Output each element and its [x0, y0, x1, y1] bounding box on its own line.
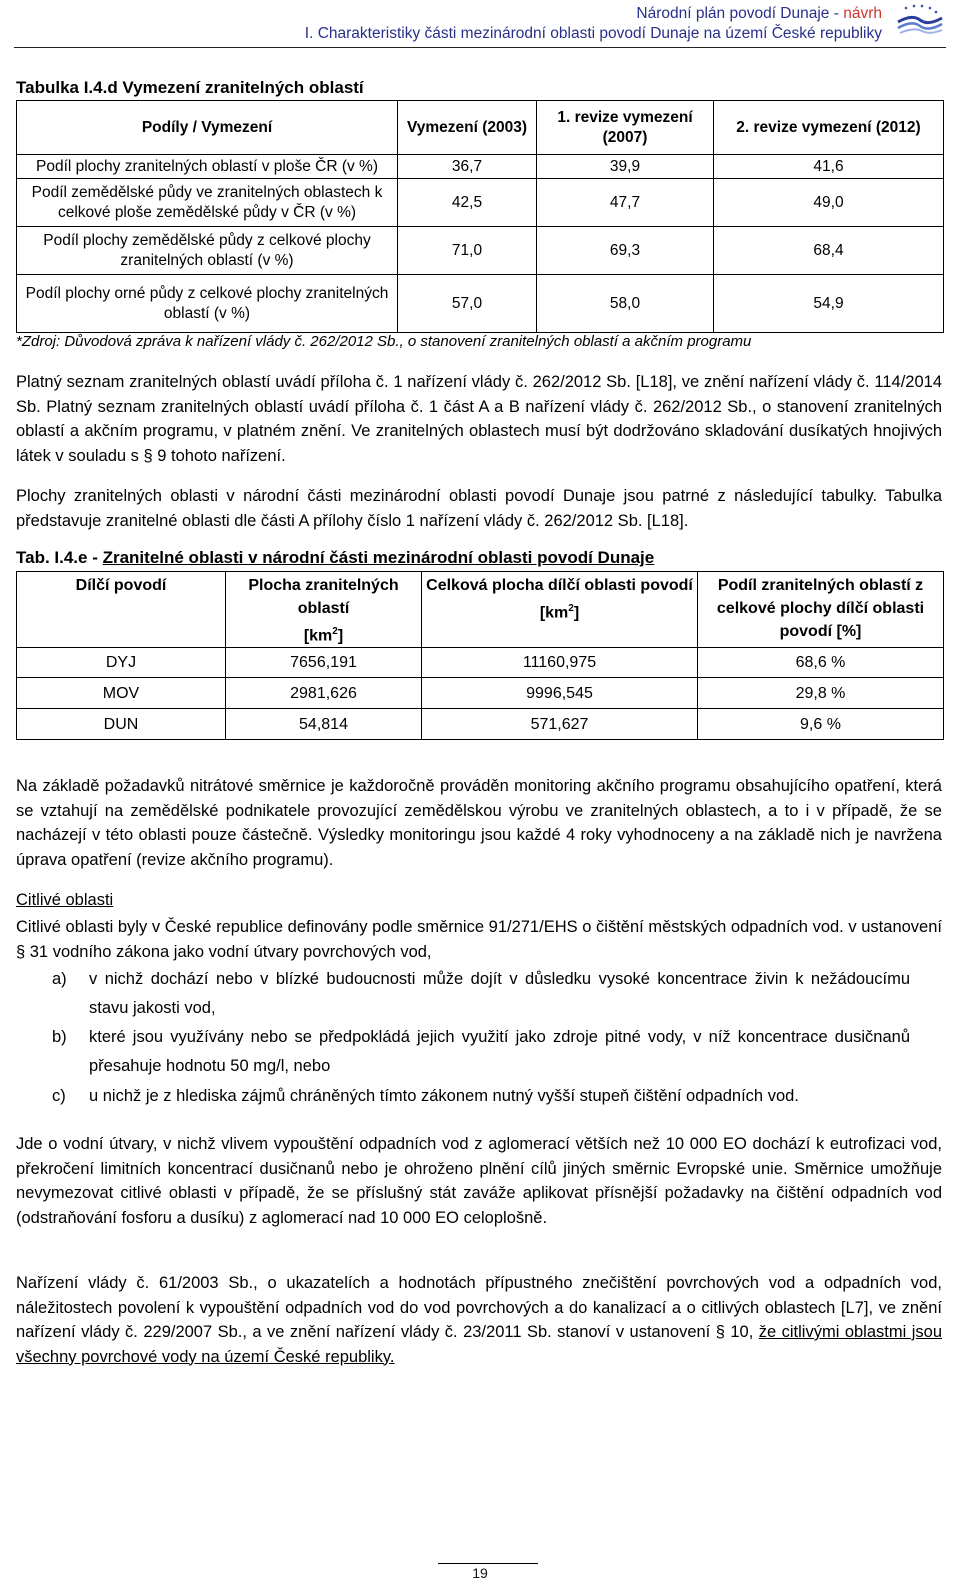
- table1-title: Tabulka I.4.d Vymezení zranitelných oblastí: [16, 78, 364, 97]
- table2-header-cell: Plocha zranitelných oblastí $[km^2]$: [226, 572, 422, 648]
- header-divider: [14, 47, 946, 48]
- table-row: MOV 2981,626 9996,545 29,8 %: [17, 678, 944, 709]
- table-zranitelne-oblasti: [16, 571, 944, 740]
- table-row: DYJ 7656,191 11160,975 68,6 %: [17, 648, 944, 678]
- draft-label: návrh: [843, 5, 882, 22]
- table-row: Podíl zemědělské půdy ve zranitelných oblastech k celkové ploše zemědělské půdy v ČR (v %) 42,5 47,7 49,0: [17, 179, 944, 227]
- table1-header-cell: 2. revize vymezení (2012): [714, 101, 944, 155]
- header-line1: Národní plán povodí Dunaje - návrh: [636, 5, 882, 22]
- footer-divider: [438, 1563, 538, 1564]
- table1-header-cell: Vymezení (2003): [398, 101, 537, 155]
- table-row: Podíl plochy orné půdy z celkové plochy zranitelných oblastí (v %) 57,0 58,0 54,9: [17, 275, 944, 333]
- paragraph: Jde o vodní útvary, v nichž vlivem vypouštění odpadních vod z aglomerací větších než 10 000 EO dochází k eutrofizaci vod, překročení limitních koncentrací dusičnanů nebo je ohroženo plnění cílů jiných směrnic Evropské unie. Směrnice umožňuje nevymezovat citlivé oblasti v případě, že se příslušný stát zaváže aplikovat přísnější požadavky na čištění odpadních vod (odstraňování fosforu a dusíku) z aglomerací nad 10 000 EO celoplošně.: [16, 1135, 942, 1227]
- table-row: Podíl plochy zranitelných oblastí v ploše ČR (v %) 36,7 39,9 41,6: [17, 155, 944, 179]
- table1-source-note: *Zdroj: Důvodová zpráva k nařízení vlády č. 262/2012 Sb., o stanovení zranitelných oblastí a akčním programu: [16, 333, 752, 350]
- table2-header-cell: Dílčí povodí: [17, 572, 226, 648]
- list-item: a) v nichž dochází nebo v blízké budoucnosti může dojít v důsledku vysoké koncentrace živin k nežádoucímu stavu jakosti vod,: [52, 970, 910, 1017]
- table-vymezeni: [16, 100, 944, 333]
- section-heading-citlive-oblasti: Citlivé oblasti: [16, 891, 114, 909]
- table2-title: Tab. I.4.e - Zranitelné oblasti v národní části mezinárodní oblasti povodí Dunaje: [16, 548, 655, 567]
- page-number: 19: [472, 1565, 488, 1581]
- header-line2: I. Charakteristiky části mezinárodní oblasti povodí Dunaje na území České republiky: [304, 25, 882, 42]
- table2-header-cell: Celková plocha dílčí oblasti povodí $[km^2]$: [422, 572, 698, 648]
- list-item: c) u nichž je z hlediska zájmů chráněných tímto zákonem nutný vyšší stupeň čištění odpadních vod.: [52, 1087, 799, 1105]
- paragraph: Nařízení vlády č. 61/2003 Sb., o ukazatelích a hodnotách přípustného znečištění povrchových vod a odpadních vod, náležitostech povolení k vypouštění odpadních vod do vod povrchových a do kanalizací a o citlivých oblastech [L7], ve znění nařízení vlády č. 229/2007 Sb., a ve znění nařízení vlády č. 23/2011 Sb. stanoví v ustanovení § 10, že citlivými oblastmi jsou všechny povrchové vody na území České republiky.: [16, 1274, 942, 1366]
- table-row: Podíl plochy zemědělské půdy z celkové plochy zranitelných oblastí (v %) 71,0 69,3 68,4: [17, 227, 944, 275]
- paragraph: Platný seznam zranitelných oblastí uvádí příloha č. 1 nařízení vlády č. 262/2012 Sb. [L18], ve znění nařízení vlády č. 114/2014 Sb. Platný seznam zranitelných oblastí uvádí příloha č. 1 část A a B nařízení vlády č. 262/2012 Sb., o stanovení zranitelných oblastí a akčním programu, v platném znění. Ve zranitelných oblastech musí být dodržováno skladování dusíkatých hnojivých látek v souladu s § 9 tohoto nařízení.: [16, 373, 942, 465]
- page-header: [305, 4, 882, 44]
- table1-header-cell: 1. revize vymezení (2007): [537, 101, 714, 155]
- table2-header-cell: Podíl zranitelných oblastí z celkové plochy dílčí oblasti povodí [%]: [698, 572, 944, 648]
- table1-header-cell: Podíly / Vymezení: [17, 101, 398, 155]
- paragraph: Plochy zranitelných oblasti v národní části mezinárodní oblasti povodí Dunaje jsou patrné z následující tabulky. Tabulka představuje zranitelné oblasti dle části A přílohy číslo 1 nařízení vlády č. 262/2012 Sb. [L18].: [16, 487, 942, 530]
- paragraph: Na základě požadavků nitrátové směrnice je každoročně prováděn monitoring akčního programu obsahujícího opatření, která se vztahují na zemědělské podnikatele provozující zemědělskou výrobu ve zranitelných oblastech, a to i v případě, že se nacházejí v této oblasti pouze částečně. Výsledky monitoringu jsou každé 4 roky vyhodnoceny a na základě nich je navržena úprava opatření (revize akčního programu).: [16, 777, 942, 869]
- underlined-statement: že citlivými oblastmi jsou všechny povrchové vody na území České republiky.: [16, 1323, 942, 1366]
- list-item: b) které jsou využívány nebo se předpokládá jejich využití jako zdroje pitné vody, v níž koncentrace dusičnanů přesahuje hodnotu 50 mg/l, nebo: [52, 1028, 910, 1075]
- paragraph: Citlivé oblasti byly v České republice definovány podle směrnice 91/271/EHS o čištění městských odpadních vod. v ustanovení § 31 vodního zákona jako vodní útvary povrchových vod,: [16, 918, 942, 961]
- danube-logo-icon: [894, 2, 946, 40]
- table-row: DUN 54,814 571,627 9,6 %: [17, 709, 944, 740]
